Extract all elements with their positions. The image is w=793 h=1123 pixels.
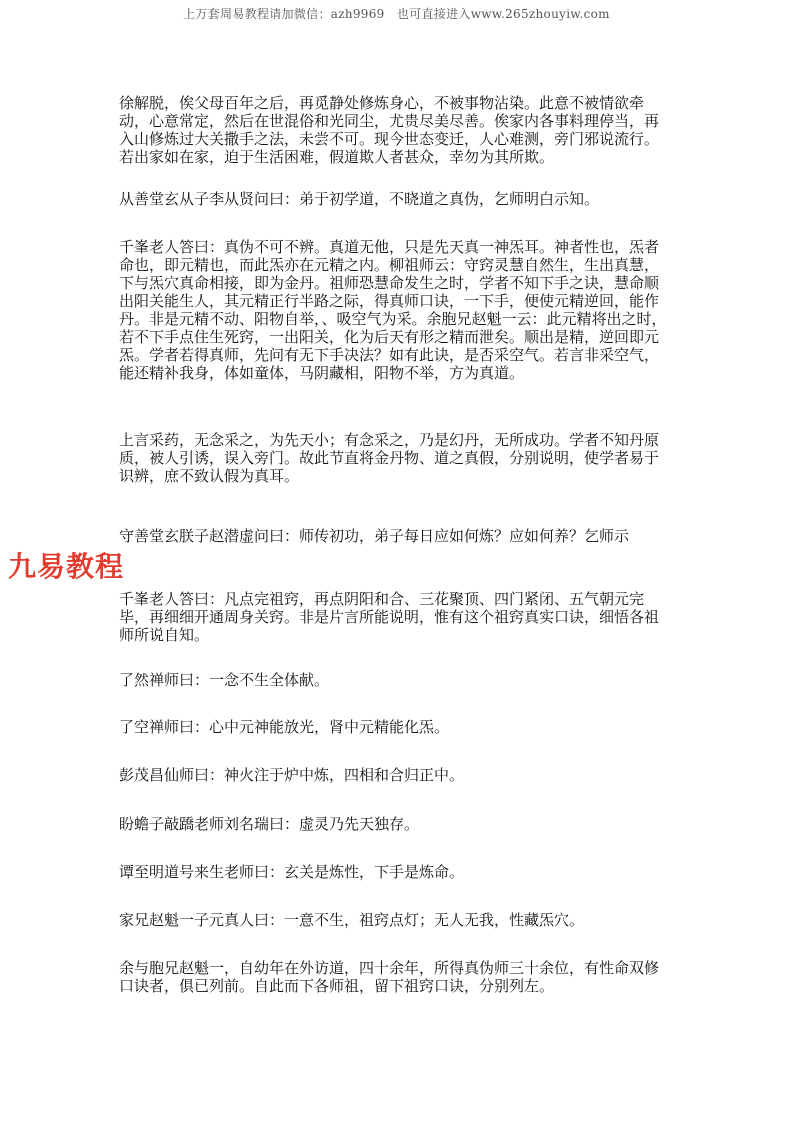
top-banner: 上万套周易教程请加微信：azh9969 也可直接进入www.265zhouyiw.com — [183, 7, 610, 21]
paragraph-commentary: 上言采药，无念采之，为先天小；有念采之，乃是幻丹，无所成功。学者不知丹原质，被人引诱，误入旁门。故此节直将金丹物、道之真假，分别说明，使学者易于识辨，庶不致认假为真耳。 — [119, 431, 660, 485]
paragraph-answer-2: 千峯老人答曰：凡点完祖窍，再点阴阳和合、三花聚顶、四门紧闭、五气朝元完毕，再细细开通周身关窍。非是片言所能说明，惟有这个祖窍真实口诀，细悟各祖师所说自知。 — [119, 590, 660, 644]
paragraph-quote-4: 盼蟾子敲蹻老师刘名瑞曰：虚灵乃先天独存。 — [119, 815, 420, 833]
paragraph-answer-1: 千峯老人答曰：真伪不可不辨。真道无他，只是先天真一神炁耳。神者性也，炁者命也，即元精也，而此炁亦在元精之内。柳祖师云：守窍灵慧自然生，生出真慧，下与炁穴真命相接，即为金丹。祖师恐慧命发生之时，学者不知下手之诀，慧命顺出阳关能生人，其元精正行半路之际，得真师口诀，一下手，便使元精逆回，能作丹。非是元精不动、阳物自举，、吸空气为采。余胞兄赵魁一云：此元精将出之时，若不下手点住生死窍，一出阳关，化为后天有形之精而泄矣。顺出是精，逆回即元炁。学者若得真师，先问有无下手决法？如有此诀，是否采空气。若言非采空气，能还精补我身，体如童体，马阴藏相，阳物不举，方为真道。 — [119, 238, 667, 382]
watermark-logo: 九易教程 — [8, 550, 125, 583]
paragraph-quote-2: 了空禅师曰：心中元神能放光，肾中元精能化炁。 — [119, 718, 450, 736]
paragraph-question-1: 从善堂玄从子李从贤问曰：弟于初学道，不晓道之真伪，乞师明白示知。 — [119, 190, 600, 208]
paragraph-quote-6: 家兄赵魁一子元真人曰：一意不生，祖窍点灯；无人无我，性藏炁穴。 — [119, 911, 585, 929]
paragraph-closing: 余与胞兄赵魁一，自幼年在外访道，四十余年，所得真伪师三十余位，有性命双修口诀者，俱已列前。自此而下各师祖，留下祖窍口诀，分别列左。 — [119, 959, 660, 995]
paragraph-question-2: 守善堂玄朕子赵潜虚问曰：师传初功，弟子每日应如何炼？应如何养？乞师示 — [119, 527, 630, 545]
paragraph-intro: 徐解脱，俟父母百年之后，再觅静处修炼身心，不被事物沾染。此意不被情欲牵动，心意常定，然后在世混俗和光同尘，尤贵尽美尽善。俟家内各事料理停当，再入山修炼过大关撒手之法，未尝不可。现今世态变迁，人心难测，旁门邪说流行。若出家如在家，迫于生活困难，假道欺人者甚众，幸勿为其所欺。 — [119, 94, 660, 166]
paragraph-quote-5: 谭至明道号来生老师曰：玄关是炼性，下手是炼命。 — [119, 863, 465, 881]
paragraph-quote-3: 彭茂昌仙师曰：神火注于炉中炼，四相和合归正中。 — [119, 766, 465, 784]
paragraph-quote-1: 了然禅师曰：一念不生全体献。 — [119, 671, 330, 689]
